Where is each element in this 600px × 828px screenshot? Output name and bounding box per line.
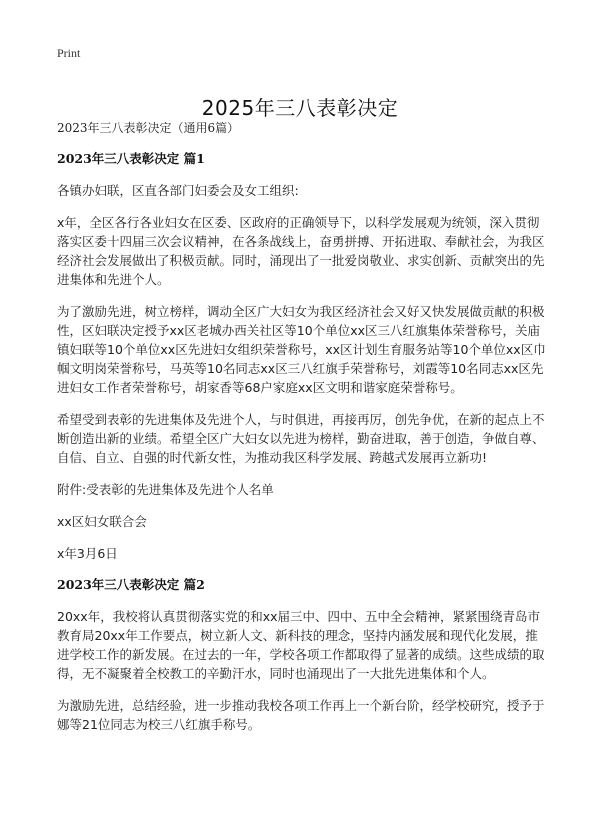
page-title: 2025年三八表彰决定	[201, 96, 399, 121]
signature-date: x年3月6日	[57, 546, 118, 561]
paragraph: 20xx年，我校将认真贯彻落实党的和xx届三中、四中、五中全会精神，紧紧围绕青岛市教育局20xx年工作要点，树立新人文、新科技的理念，坚持内涵发展和现代化发展，推进学校工作的新发展。在过去的一年，学校各项工作都取得了显著的成绩。这些成绩的取得，无不凝聚着全校教工的辛勤汗水，同时也涌现出了一大批先进集体和个人。	[57, 609, 545, 681]
paragraph: 希望受到表彰的先进集体及先进个人，与时俱进，再接再厉，创先争优，在新的起点上不断创造出新的业绩。希望全区广大妇女以先进为榜样，勤奋进取，善于创造，争做自尊、自信、自立、自强的时代新女性，为推动我区科学发展、跨越式发展再立新功!	[57, 412, 545, 465]
document-body	[57, 119, 547, 747]
section-heading: 2023年三八表彰决定 篇1	[57, 151, 205, 166]
paragraph: 为了激励先进，树立榜样，调动全区广大妇女为我区经济社会又好又快发展做贡献的积极性，区妇联决定授予xx区老城办西关社区等10个单位xx区三八红旗集体荣誉称号，关庙镇妇联等10个单位xx区先进妇女组织荣誉称号，xx区计划生育服务站等10个单位xx区巾帼文明岗荣誉称号，马英等10名同志xx区三八红旗手荣誉称号，刘霞等10名同志xx区先进妇女工作者荣誉称号，胡家香等68户家庭xx区文明和谐家庭荣誉称号。	[57, 304, 546, 395]
paragraph: 各镇办妇联，区直各部门妇委会及女工组织:	[57, 183, 299, 198]
attachment-note: 附件:受表彰的先进集体及先进个人名单	[57, 482, 274, 497]
section-heading: 2023年三八表彰决定 篇2	[57, 577, 205, 592]
paragraph: 为激励先进，总结经验，进一步推动我校各项工作再上一个新台阶，经学校研究，授予于娜等21位同志为校三八红旗手称号。	[57, 698, 545, 732]
paragraph: x年，全区各行各业妇女在区委、区政府的正确领导下，以科学发展观为统领，深入贯彻落实区委十四届三次会议精神，在各条战线上，奋勇拼搏、开拓进取、奉献社会，为我区经济社会发展做出了积极贡献。同时，涌现出了一批爱岗敬业、求实创新、贡献突出的先进集体和先进个人。	[57, 215, 545, 287]
document-subtitle: 2023年三八表彰决定（通用6篇）	[57, 121, 240, 135]
print-link[interactable]: Print	[57, 46, 81, 60]
signature-org: xx区妇女联合会	[57, 514, 147, 529]
